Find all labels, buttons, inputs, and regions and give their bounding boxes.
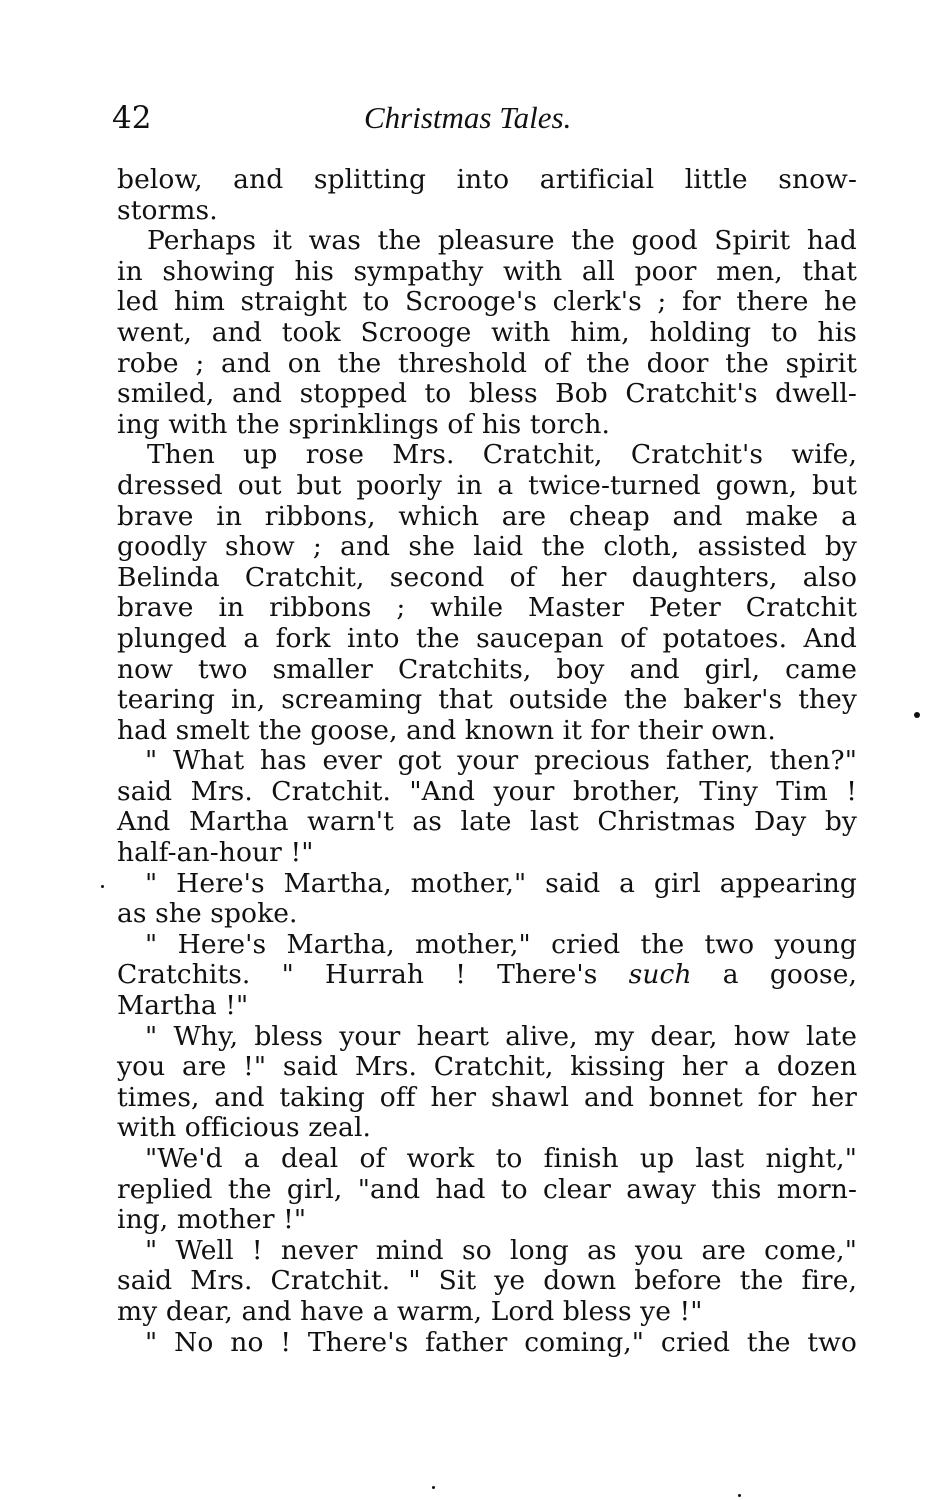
text-line: plunged a fork into the saucepan of potatoes. And (117, 622, 857, 654)
text-line: smiled, and stopped to bless Bob Cratchit's dwell- (117, 378, 857, 410)
text-line: " What has ever got your precious father, then?" (145, 745, 857, 777)
text-line: had smelt the goose, and known it for their own. (117, 714, 776, 746)
text-line: brave in ribbons, which are cheap and make a (117, 500, 857, 532)
ink-speck (101, 885, 104, 888)
text-line: " Here's Martha, mother," cried the two young (145, 928, 857, 960)
text-line: my dear, and have a warm, Lord bless ye !" (117, 1295, 703, 1327)
ink-speck (432, 1486, 435, 1489)
text-line-mixed (117, 960, 857, 991)
body-text (117, 165, 857, 1358)
ink-speck (914, 712, 920, 718)
text-line: " Why, bless your heart alive, my dear, how late (145, 1020, 857, 1052)
text-line: with officious zeal. (117, 1112, 372, 1144)
text-line: times, and taking off her shawl and bonnet for her (117, 1081, 857, 1113)
page-number: 42 (112, 100, 152, 136)
text-line: And Martha warn't as late last Christmas Day by (117, 806, 857, 838)
text-line: " Well ! never mind so long as you are come," (145, 1234, 857, 1266)
text-line: tearing in, screaming that outside the baker's they (117, 684, 857, 716)
text-line: went, and took Scrooge with him, holding to his (117, 316, 857, 348)
text-segment: Cratchits. " Hurrah ! There's (117, 959, 598, 991)
text-line: goodly show ; and she laid the cloth, assisted by (117, 531, 857, 563)
text-line: brave in ribbons ; while Master Peter Cratchit (117, 592, 857, 624)
text-line: half-an-hour !" (117, 837, 314, 869)
text-line: " No no ! There's father coming," cried the two (145, 1326, 857, 1358)
ink-speck (738, 1494, 741, 1497)
text-line: dressed out but poorly in a twice-turned gown, but (117, 469, 857, 501)
text-line: Perhaps it was the pleasure the good Spirit had (147, 225, 857, 257)
text-line: below, and splitting into artificial little snow- (117, 164, 857, 195)
text-line: ing, mother !" (117, 1204, 307, 1236)
text-line: said Mrs. Cratchit. " Sit ye down before the fire, (117, 1265, 857, 1297)
text-line: led him straight to Scrooge's clerk's ; for there he (117, 286, 857, 318)
running-title: Christmas Tales. (364, 100, 572, 135)
text-line: said Mrs. Cratchit. "And your brother, Tiny Tim ! (117, 775, 857, 807)
text-line: " Here's Martha, mother," said a girl appearing (145, 867, 857, 899)
italic-emphasis: such (628, 959, 692, 991)
text-line: robe ; and on the threshold of the door the spirit (117, 347, 857, 379)
text-line: in showing his sympathy with all poor men, that (117, 255, 857, 287)
text-segment: a goose, (691, 959, 858, 991)
running-head (112, 96, 857, 140)
text-line: Martha !" (117, 990, 249, 1022)
text-line: storms. (117, 194, 218, 226)
text-line: replied the girl, "and had to clear away this morn- (117, 1173, 857, 1205)
text-line: you are !" said Mrs. Cratchit, kissing her a dozen (117, 1051, 857, 1083)
text-line: as she spoke. (117, 898, 298, 930)
text-line: "We'd a deal of work to finish up last night," (145, 1143, 857, 1174)
text-line: Belinda Cratchit, second of her daughters, also (117, 561, 857, 593)
text-line: Then up rose Mrs. Cratchit, Cratchit's wife, (147, 439, 857, 471)
text-line: ing with the sprinklings of his torch. (117, 408, 611, 440)
text-line: now two smaller Cratchits, boy and girl, came (117, 653, 857, 685)
